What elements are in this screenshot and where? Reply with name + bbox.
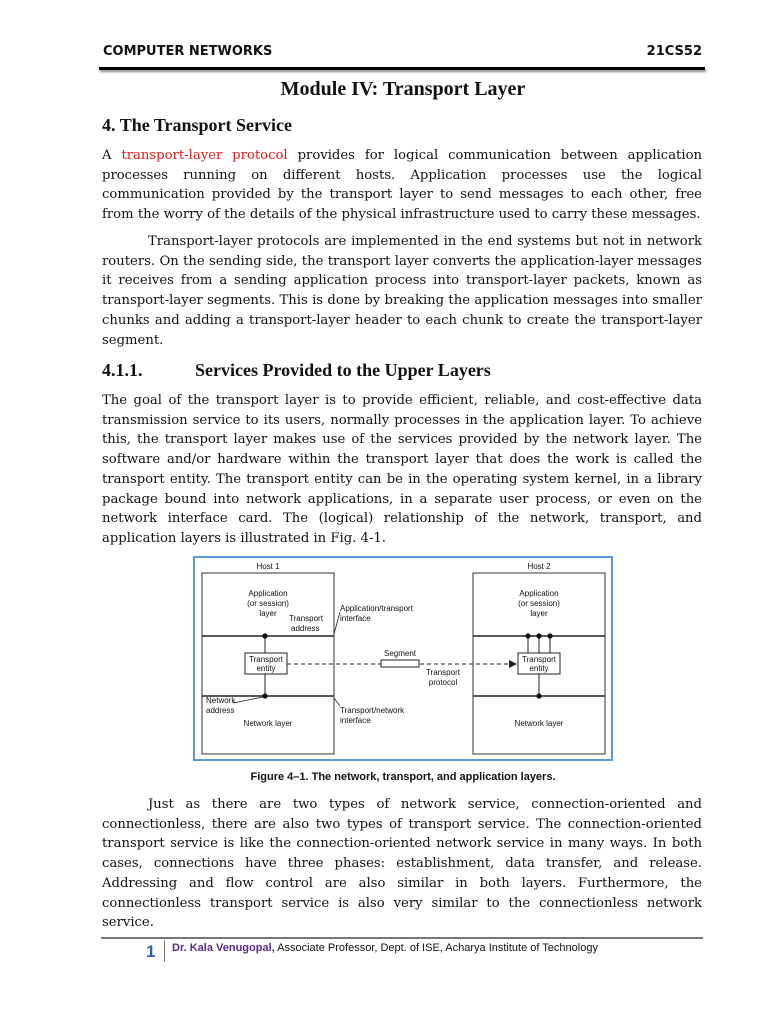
transport-protocol-label-2: protocol — [428, 678, 458, 687]
transport-address-label-2: address — [291, 624, 320, 633]
host1-transport-address-dot — [262, 633, 267, 638]
header-course: COMPUTER NETWORKS — [103, 44, 273, 59]
paragraph-2: Transport-layer protocols are implemented in the end systems but not in network routers. On the sending side, the transport layer converts the application-layer messages it receives from a sending application process into transport-layer packets, known as transport-layer segments. This is done by breaking the application messages into smaller chunks and adding a transport-layer header to each chunk to create the transport-layer segment. — [102, 234, 702, 348]
segment-arrowhead — [509, 660, 517, 668]
host1-entity-label-1: Transport — [249, 655, 283, 664]
paragraph-3: The goal of the transport layer is to provide efficient, reliable, and cost-effective data transmission service to its users, normally processes in the application layer. To achieve this, the transport layer makes use of the services provided by the network layer. The software and/or hardware within the transport layer that does the work is called the transport entity. The transport entity can be in the operating system kernel, in a library package bound into network applications, in a separate user process, or even on the network interface card. The (logical) relationship of the network, transport, and application layers is illustrated in Fig. 4-1. — [102, 393, 702, 546]
figure-network-layers — [193, 556, 613, 761]
host1-app-label-1: Application — [248, 589, 288, 598]
host2-network-label: Network layer — [514, 719, 564, 728]
section-heading — [102, 115, 292, 136]
network-address-label-2: address — [206, 706, 235, 715]
transport-network-iface-label-2: interface — [340, 716, 371, 725]
footer-affiliation: Associate Professor, Dept. of ISE, Acharya Institute of Technology — [274, 942, 598, 954]
host2-entity-label-1: Transport — [522, 655, 556, 664]
host2-app-label-2: (or session) — [518, 599, 560, 608]
transport-protocol-label-1: Transport — [426, 668, 460, 677]
page-header — [103, 44, 702, 59]
network-address-label-1: Network — [206, 696, 236, 705]
host2-dot-2 — [536, 633, 541, 638]
header-code: 21CS52 — [646, 44, 702, 59]
section-title: The Transport Service — [119, 115, 293, 135]
app-transport-iface-label-1: Application/transport — [340, 604, 413, 613]
highlight-term: transport-layer protocol — [121, 148, 288, 163]
host2-app-label-3: layer — [530, 609, 548, 618]
host2-dot-3 — [547, 633, 552, 638]
host1-app-label-2: (or session) — [247, 599, 289, 608]
page-title: Module IV: Transport Layer — [280, 78, 526, 100]
host2-app-label-1: Application — [519, 589, 559, 598]
host1-network-label: Network layer — [243, 719, 293, 728]
page-number: 1 — [146, 942, 156, 961]
host1-entity-label-2: entity — [256, 664, 276, 673]
host1-label: Host 1 — [256, 562, 280, 571]
segment-box — [381, 660, 419, 667]
host1-network-address-dot — [262, 693, 267, 698]
network-address-pointer — [233, 697, 263, 703]
subsection-number: 4.1.1. — [102, 360, 143, 380]
host2-label: Host 2 — [527, 562, 551, 571]
footer-author: Dr. Kala Venugopal, — [172, 942, 275, 954]
host2-network-dot — [536, 693, 541, 698]
subsection-title: Services Provided to the Upper Layers — [195, 360, 491, 380]
transport-network-iface-pointer — [334, 698, 340, 706]
host2-dot-1 — [525, 633, 530, 638]
figure-diagram — [195, 558, 611, 759]
subsection-heading — [102, 360, 491, 381]
paragraph-1: A transport-layer protocol provides for logical communication between application processes running on different hosts. Application processes use the logical communication provided by the transport layer to send messages to each other, free from the worry of the details of the physical infrastructure used to carry these messages. — [102, 148, 703, 223]
header-rule — [99, 67, 705, 70]
transport-network-iface-label-1: Transport/network — [340, 706, 405, 715]
section-number: 4. — [102, 115, 116, 135]
footer-divider — [164, 940, 165, 962]
app-transport-iface-pointer — [334, 612, 340, 634]
segment-label: Segment — [383, 649, 417, 658]
app-transport-iface-label-2: interface — [340, 614, 371, 623]
footer-text — [172, 942, 598, 954]
paragraph-4: Just as there are two types of network service, connection-oriented and connectionless, there are also two types of transport service. The connection-oriented transport service is like the connection-oriented network service in many ways. In both cases, connections have three phases: establishment, data transfer, and release. Addressing and flow control are also similar in both layers. Furthermore, the connectionless transport service is also very similar to the connectionless network service. — [102, 797, 702, 931]
transport-address-label-1: Transport — [289, 614, 323, 623]
host2-entity-label-2: entity — [529, 664, 549, 673]
host1-app-label-3: layer — [259, 609, 277, 618]
footer-rule — [101, 937, 703, 939]
figure-caption: Figure 4–1. The network, transport, and application layers. — [250, 771, 556, 783]
